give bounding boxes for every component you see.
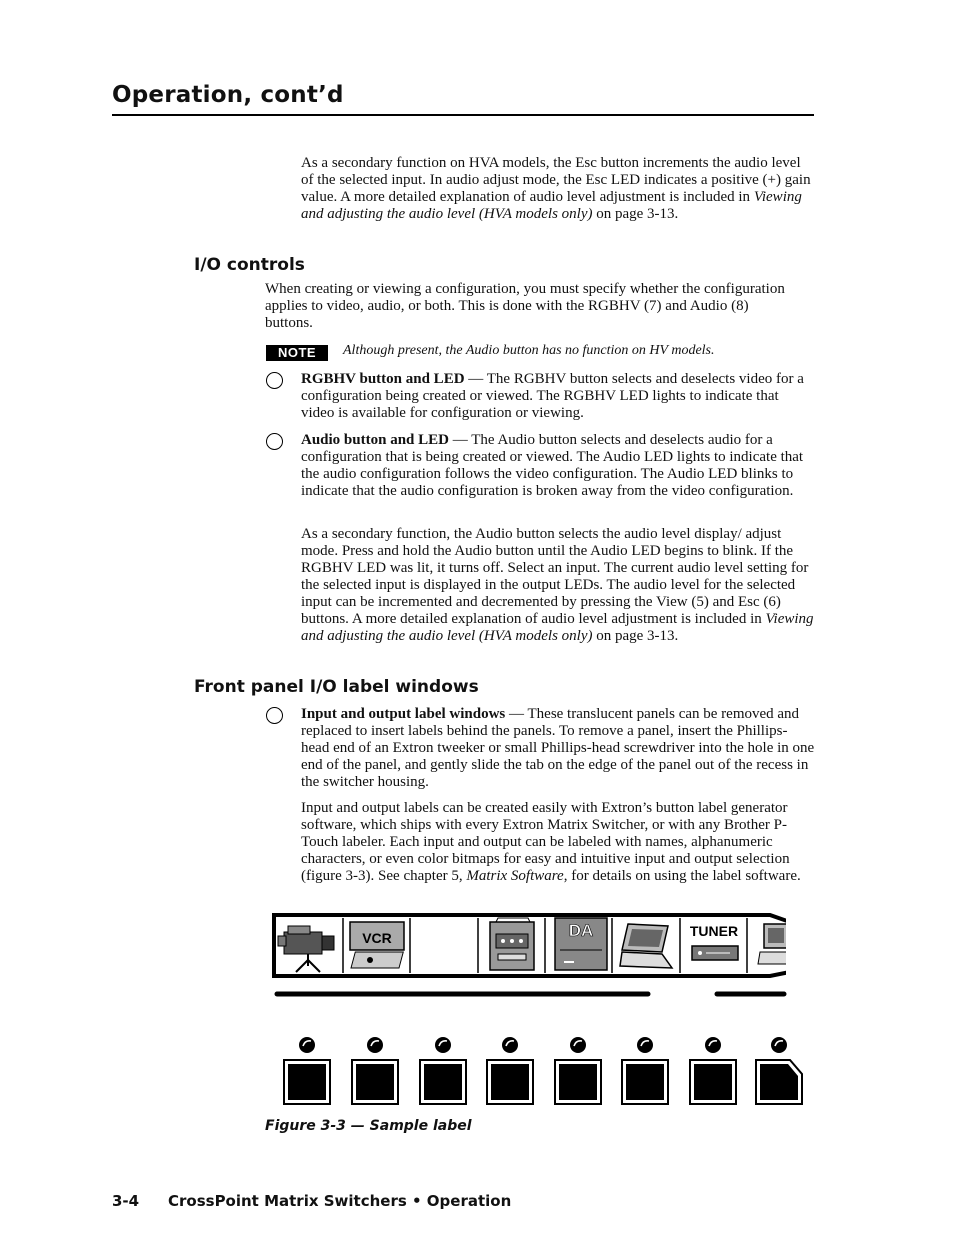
matrix-software-reference: Matrix Software [466, 868, 564, 884]
label-windows-term: Input and output label windows [301, 706, 506, 722]
footer-title: CrossPoint Matrix Switchers • Operation [168, 1192, 512, 1210]
rgbhv-term: RGBHV button and LED [301, 371, 465, 387]
audio-paragraph [301, 432, 813, 500]
tuner-label-text: TUNER [689, 923, 739, 939]
intro-reference: Viewing and adjusting the audio level (HVA models only) [301, 189, 802, 222]
label-windows-text: — These translucent panels can be removed and replaced to insert labels behind the panels. To remove a panel, insert the Phillips-head end of an Extron tweeker or small Phillips-head screwdriver into the hole in one end of the panel, and gently slide the tab on the edge of the panel out of the recess in the switcher housing. [301, 706, 815, 790]
led-row [299, 1037, 787, 1053]
button-row [284, 1060, 802, 1104]
sample-label-figure [270, 912, 810, 1112]
strip-cutoff [786, 912, 810, 982]
audio-text: — The Audio button selects and deselects audio for a configuration that is being created or viewed. The Audio LED lights to indicate that the audio configuration follows the video configuration. The Audio LED blinks to indicate that the audio configuration is broken away from the video configuration. [301, 432, 804, 499]
secondary-page-ref: on page 3-13. [592, 628, 679, 644]
footer-page-number: 3-4 [112, 1192, 140, 1210]
secondary-reference: Viewing and adjusting the audio level (HVA models only) [301, 611, 814, 644]
callout-circle-rgbhv [266, 372, 283, 389]
audio-term: Audio button and LED [301, 432, 449, 448]
header-rule [112, 114, 814, 116]
device-icon [490, 918, 534, 970]
rgbhv-text: — The RGBHV button selects and deselects video for a configuration being created or viewed. The RGBHV LED lights to indicate that video is available for configuration or viewing. [301, 371, 804, 421]
label-software-paragraph [301, 800, 815, 885]
label-windows-paragraph [301, 706, 815, 791]
note-text: Although present, the Audio button has no function on HV models. [343, 343, 715, 358]
label-software-tail: , for details on using the label software. [563, 868, 801, 884]
rgbhv-paragraph [301, 371, 813, 422]
figure-caption: Figure 3-3 — Sample label [265, 1118, 472, 1134]
io-controls-paragraph: When creating or viewing a configuration, you must specify whether the configuration applies to video, audio, or both. This is done with the RGBHV (7) and Audio (8) buttons. [265, 281, 785, 331]
intro-paragraph [301, 155, 816, 223]
callout-circle-label-windows [266, 707, 283, 724]
da-icon [555, 918, 607, 970]
audio-secondary-paragraph [301, 526, 815, 645]
intro-page-ref: on page 3-13. [592, 206, 679, 222]
vcr-label-text: VCR [362, 930, 392, 946]
label-software-text: Input and output labels can be created easily with Extron’s button label generator software, which ships with every Extron Matrix Switcher, or with any Brother P-Touch labeler. Each input and output can be labeled with names, alphanumeric characters, or even color bitmaps for easy and intuitive input and output selection (figure 3-3). See chapter 5, [301, 800, 790, 884]
page-title: Operation, cont’d [112, 82, 344, 108]
vcr-icon [350, 922, 404, 968]
callout-circle-audio [266, 433, 283, 450]
label-windows-heading: Front panel I/O label windows [194, 677, 479, 697]
io-controls-heading: I/O controls [194, 255, 305, 275]
note-badge: NOTE [266, 345, 328, 361]
secondary-text: As a secondary function, the Audio button selects the audio level display/ adjust mode. Press and hold the Audio button until the Audio LED begins to blink. If the RGBHV LED was lit, it turns off. Select an input. The current audio level setting for the selected input is displayed in the output LEDs. The audio level for the selected input can be incremented and decremented by pressing the View (5) and Esc (6) buttons. A more detailed explanation of audio level adjustment is included in [301, 526, 809, 627]
da-label-text: DA [568, 921, 594, 940]
intro-text: As a secondary function on HVA models, the Esc button increments the audio level of the selected input. In audio adjust mode, the Esc LED indicates a positive (+) gain value. A more detailed explanation of audio level adjustment is included in [301, 155, 811, 205]
